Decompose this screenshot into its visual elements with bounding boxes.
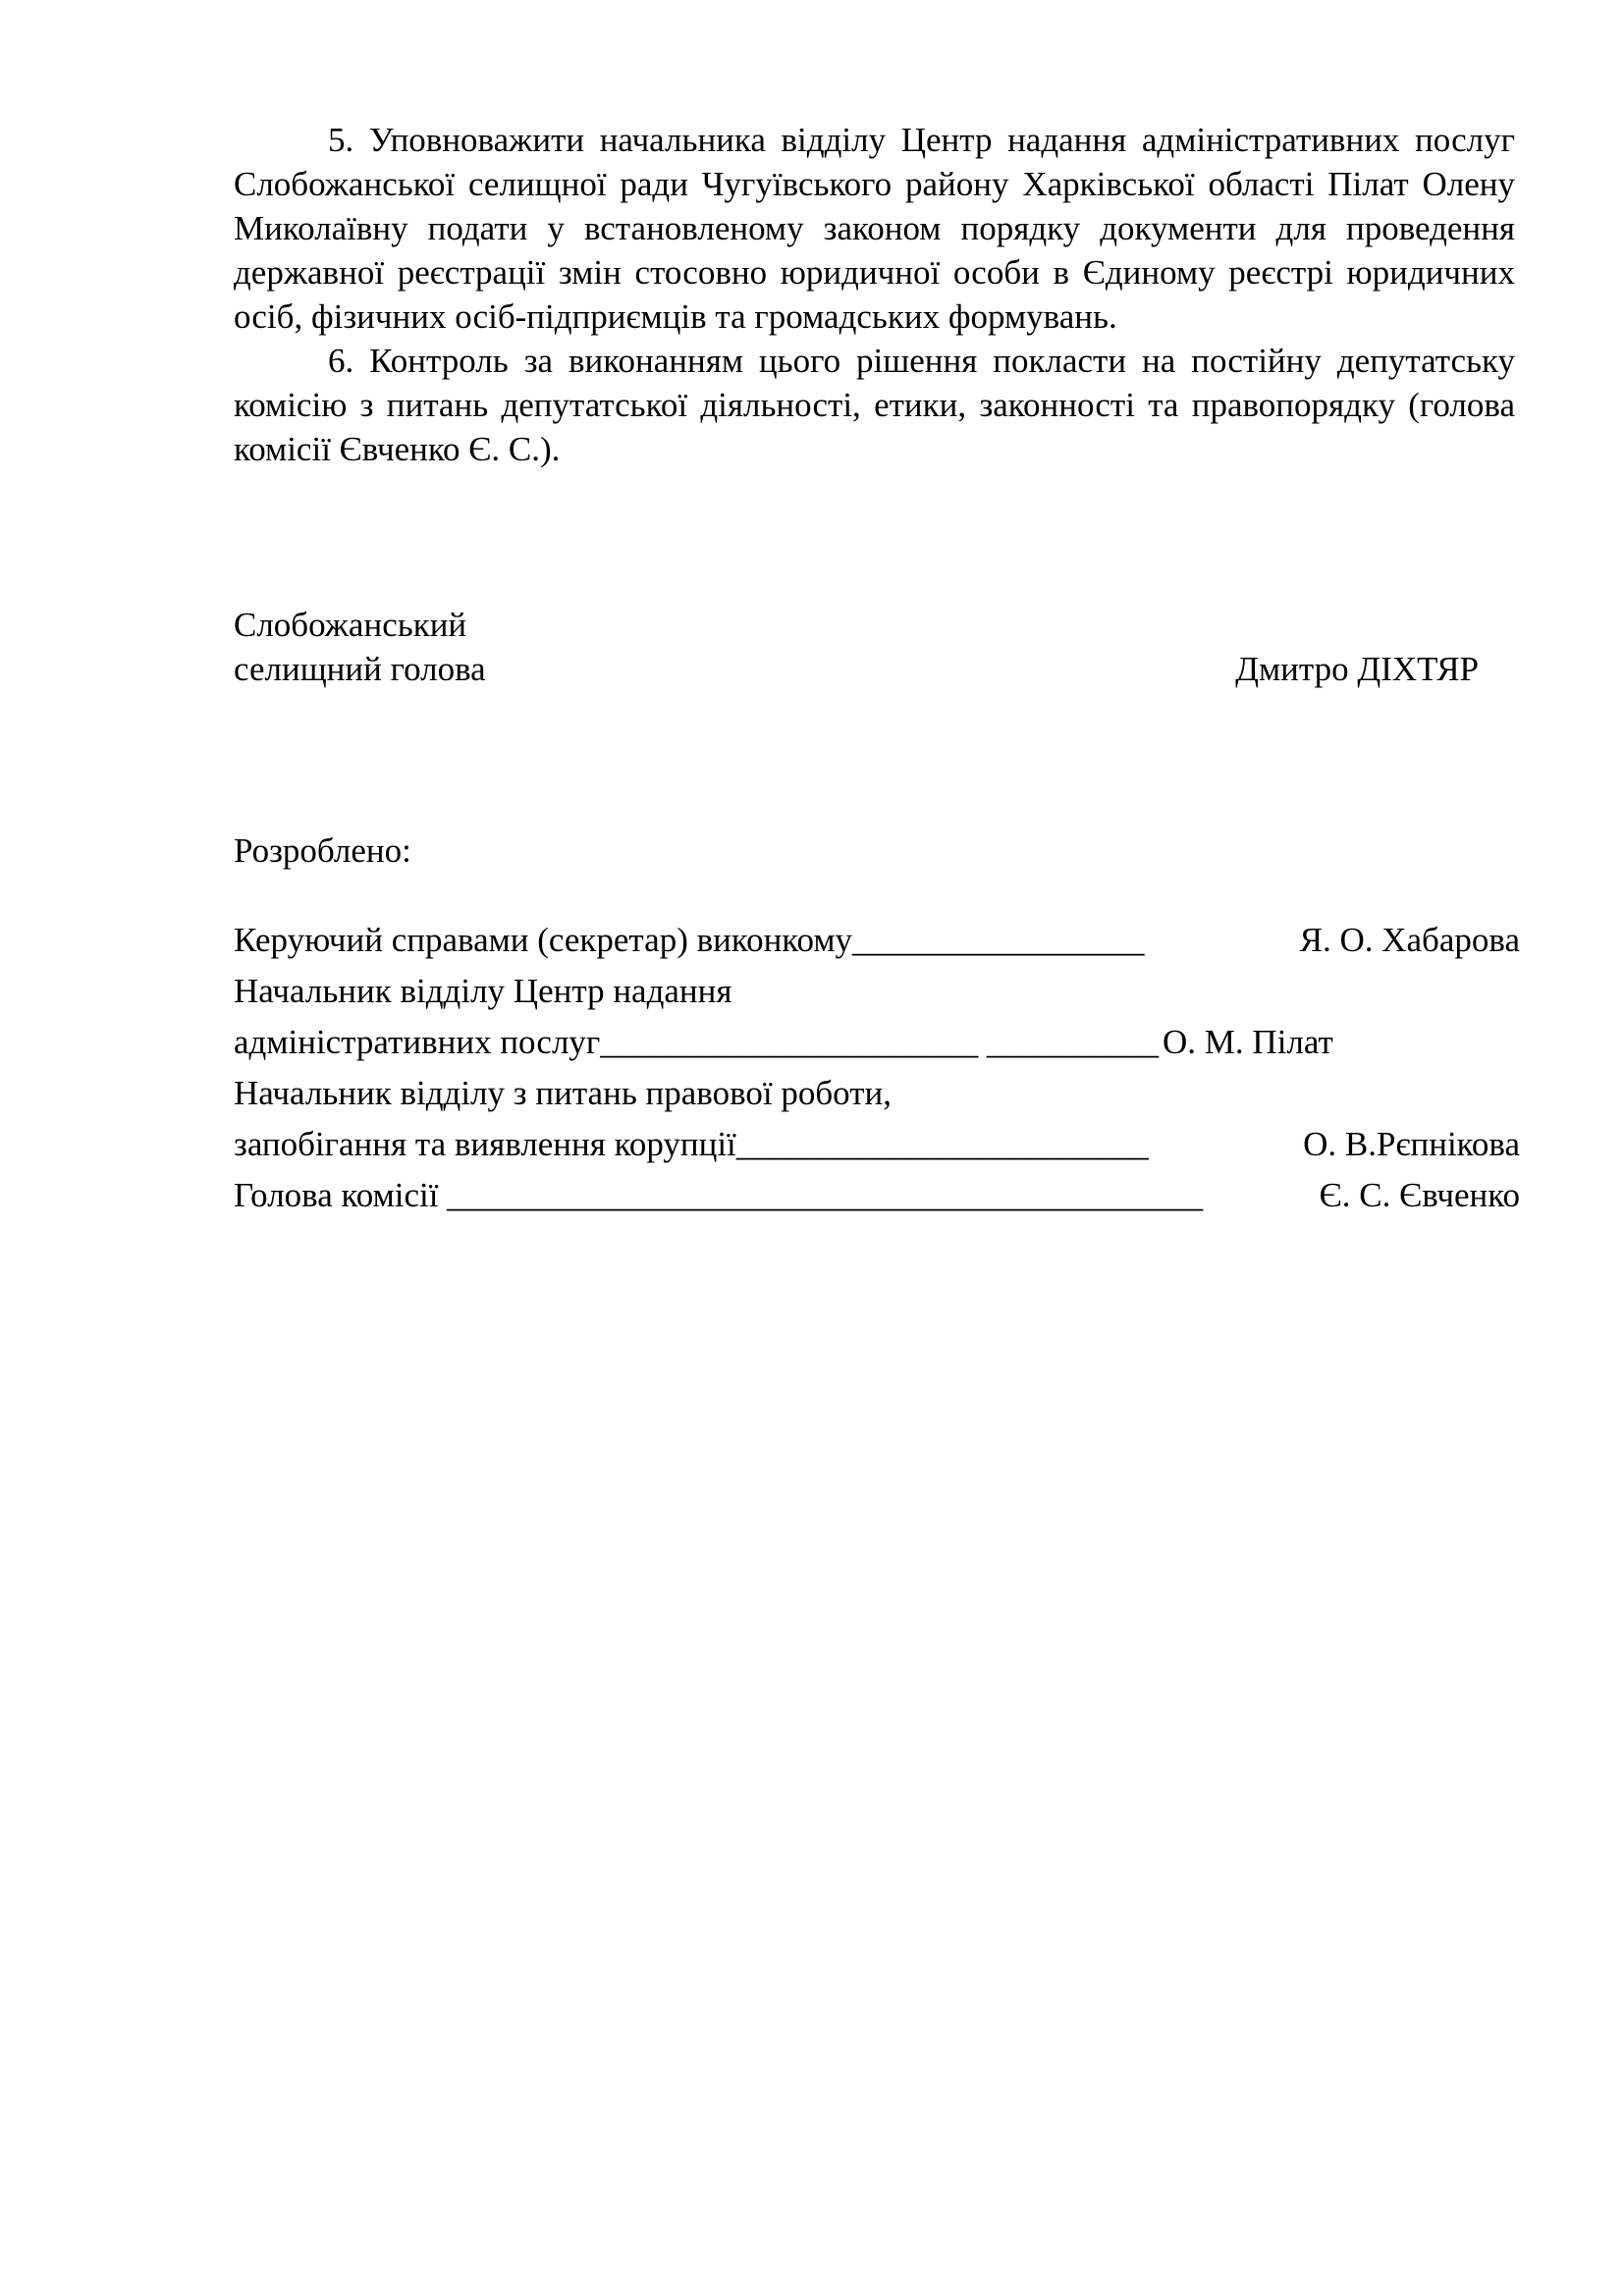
approval-position: Начальник відділу з питань правової роботи, bbox=[234, 1074, 892, 1112]
signatory-row bbox=[234, 647, 1479, 691]
head-signature-block bbox=[234, 603, 1515, 691]
paragraph-item-5: 5. Уповноважити начальника відділу Центр надання адміністративних послуг Слобожанської селищної ради Чугуївського району Харківської області Пілат Олену Миколаївну подати у встановленому законом порядку документи для проведення державної реєстрації змін стосовно юридичної особи в Єдиному реєстрі юридичних осіб, фізичних осіб-підприємців та громадських формувань. bbox=[234, 121, 1515, 336]
approval-row-secretary bbox=[234, 915, 1520, 966]
signatory-title-line1: Слобожанський bbox=[234, 606, 467, 644]
approval-name: О. В.Рєпнікова bbox=[1303, 1125, 1520, 1163]
signatory-title-line2: селищний голова bbox=[234, 650, 486, 688]
paragraph-item-6: 6. Контроль за виконанням цього рішення покласти на постійну депутатську комісію з питань депутатської діяльності, етики, законності та правопорядку (голова комісії Євченко Є. С.). bbox=[234, 342, 1515, 468]
approval-row-legal bbox=[234, 1119, 1520, 1170]
approval-row-cnap-title bbox=[234, 966, 1520, 1017]
approval-name: Є. С. Євченко bbox=[1319, 1176, 1520, 1214]
approval-position: адміністративних послуг______________________ __________ bbox=[234, 1023, 1160, 1061]
approval-position: запобігання та виявлення корупції________________________ bbox=[234, 1125, 1149, 1163]
approval-name: О. М. Пілат bbox=[1163, 1023, 1333, 1061]
approval-name: Я. О. Хабарова bbox=[1299, 921, 1520, 959]
approval-row-commission bbox=[234, 1170, 1520, 1221]
approvals-list bbox=[234, 915, 1520, 1221]
signatory-name: Дмитро ДІХТЯР bbox=[1235, 650, 1479, 688]
developed-label: Розроблено: bbox=[234, 831, 411, 870]
approval-row-legal-title bbox=[234, 1068, 1520, 1119]
approval-position: Начальник відділу Центр надання bbox=[234, 972, 732, 1010]
approval-position: Керуючий справами (секретар) виконкому_________________ bbox=[234, 921, 1145, 959]
decision-body bbox=[234, 118, 1515, 471]
approval-position: Голова комісії ____________________________________________ bbox=[234, 1176, 1204, 1214]
approval-row-cnap bbox=[234, 1017, 1520, 1068]
